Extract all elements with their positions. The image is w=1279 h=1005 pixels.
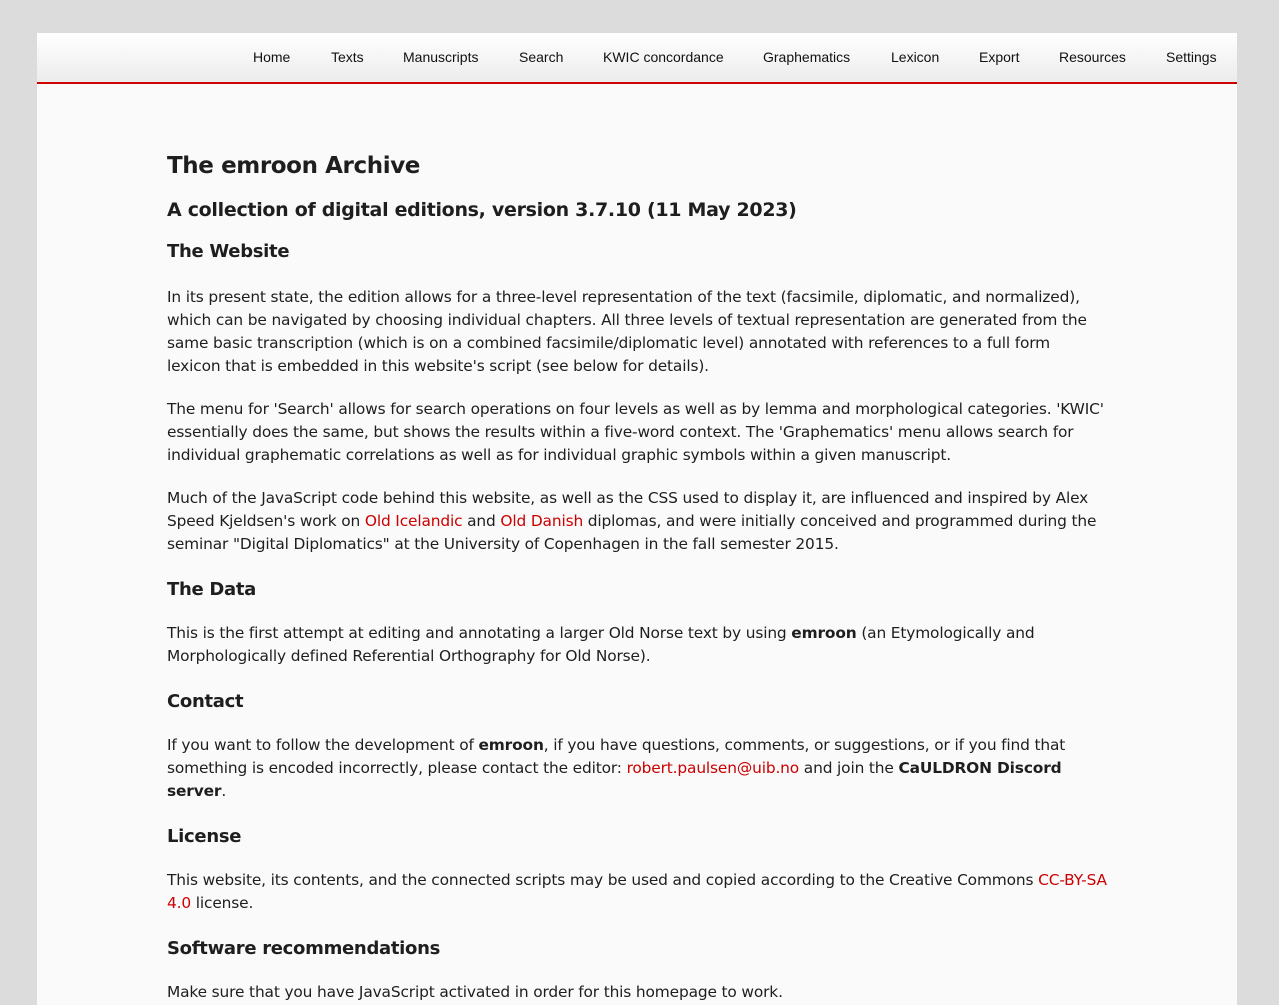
website-paragraph-3-text: diplomas, and were initially conceived and programmed during the seminar "Digital Diplomatics" at the University of Copenhagen in the fall semester 2015. — [167, 512, 1097, 553]
page-container — [37, 33, 1237, 1005]
contact-paragraph-text: , if you have questions, comments, or suggestions, or if you find that something is encoded incorrectly, please contact the editor: — [167, 736, 1066, 777]
website-paragraph-3-text: Much of the JavaScript code behind this website, as well as the CSS used to display it, are influenced and inspired by Alex Speed Kjeldsen's work on — [167, 489, 1089, 530]
nav-item-texts[interactable]: Texts — [331, 49, 364, 65]
website-paragraph-3-text: and — [462, 512, 501, 530]
website-paragraph-2: The menu for 'Search' allows for search operations on four levels as well as by lemma and morphological categories. 'KWIC' essentially does the same, but shows the results within a five-word context. The 'Graphematics' menu allows search for individual graphematic correlations as well as for individual graphic symbols within a given manuscript. — [167, 400, 1104, 464]
license-paragraph — [167, 869, 1107, 915]
page-title: The emroon Archive — [167, 153, 420, 179]
data-paragraph — [167, 622, 1107, 668]
contact-paragraph — [167, 734, 1107, 803]
license-paragraph-text: license. — [191, 894, 254, 912]
discord-server-bold: CaULDRON Discord server — [167, 759, 1062, 800]
website-paragraph-3 — [167, 487, 1107, 556]
old-icelandic-link[interactable]: Old Icelandic — [364, 512, 463, 530]
contact-paragraph-text: If you want to follow the development of — [167, 736, 479, 754]
license-paragraph-text: This website, its contents, and the connected scripts may be used and copied according to the Creative Commons — [167, 871, 1039, 889]
main-content — [167, 148, 1107, 1004]
data-paragraph-text: This is the first attempt at editing and annotating a larger Old Norse text by using — [167, 624, 792, 642]
contact-heading: Contact — [167, 691, 244, 712]
website-paragraph-1: In its present state, the edition allows for a three-level representation of the text (facsimile, diplomatic, and normalized), which can be navigated by choosing individual chapters. All three levels of textual representation are generated from the same basic transcription (which is on a combined facsimile/diplomatic level) annotated with references to a full form lexicon that is embedded in this website's script (see below for details). — [167, 288, 1087, 375]
old-danish-link[interactable]: Old Danish — [500, 512, 584, 530]
emroon-bold: emroon — [478, 736, 544, 754]
nav-item-export[interactable]: Export — [979, 49, 1020, 65]
data-paragraph-text: (an Etymologically and Morphologically defined Referential Orthography for Old Norse). — [167, 624, 1035, 665]
emroon-bold: emroon — [791, 624, 857, 642]
top-nav — [37, 33, 1237, 84]
nav-item-search[interactable]: Search — [519, 49, 564, 65]
nav-item-manuscripts[interactable]: Manuscripts — [403, 49, 479, 65]
nav-item-settings[interactable]: Settings — [1166, 49, 1217, 65]
nav-item-resources[interactable]: Resources — [1059, 49, 1126, 65]
nav-item-lexicon[interactable]: Lexicon — [891, 49, 940, 65]
editor-email-link[interactable]: robert.paulsen@uib.no — [626, 759, 800, 777]
contact-paragraph-text: . — [221, 782, 227, 800]
data-heading: The Data — [167, 579, 257, 600]
nav-item-kwic-concordance[interactable]: KWIC concordance — [603, 49, 724, 65]
software-paragraph: Make sure that you have JavaScript activated in order for this homepage to work. — [167, 983, 783, 1001]
nav-item-home[interactable]: Home — [253, 49, 291, 65]
website-heading: The Website — [167, 241, 290, 262]
cc-license-link[interactable]: CC-BY-SA 4.0 — [167, 871, 1107, 912]
license-heading: License — [167, 826, 242, 847]
software-heading: Software recommendations — [167, 938, 441, 959]
contact-paragraph-text: and join the — [799, 759, 899, 777]
page-subtitle: A collection of digital editions, version 3.7.10 (11 May 2023) — [167, 199, 797, 221]
nav-item-graphematics[interactable]: Graphematics — [763, 49, 851, 65]
